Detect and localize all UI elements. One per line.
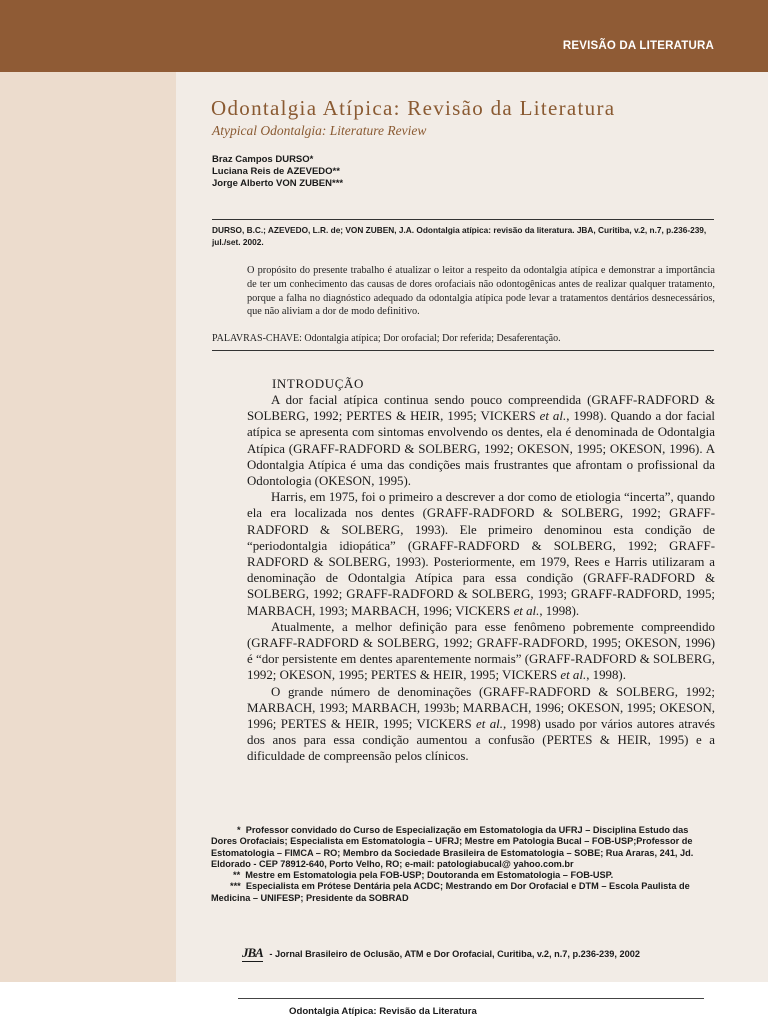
article-subtitle: Atypical Odontalgia: Literature Review bbox=[212, 123, 427, 138]
footnotes bbox=[211, 825, 713, 904]
paragraph: O grande número de denominações (GRAFF-RADFORD & SOLBERG, 1992; MARBACH, 1993; MARBACH, 1993b; MARBACH, 1996; OKESON, 1995; OKESON, 1996; PERTES & HEIR, 1995; VICKERS et al., 1998) usado por vários autores através dos anos para essa condição aumentou a confusão (PERTES & HEIR, 1995) e a dificuldade de compreensão pelos clínicos. bbox=[247, 684, 715, 764]
citation-top-rule bbox=[212, 219, 714, 220]
paragraph: A dor facial atípica continua sendo pouco compreendida (GRAFF-RADFORD & SOLBERG, 1992; PERTES & HEIR, 1995; VICKERS et al., 1998). Quando a dor facial atípica se apresenta com sintomas envolvendo os dentes, ela é denominada de Odontalgia Atípica (GRAFF-RADFORD & SOLBERG, 1992; OKESON, 1995; OKESON, 1996). A Odontalgia Atípica é uma das condições mais frustrantes que afrontam o profissional da Odontologia (OKESON, 1995). bbox=[247, 393, 715, 489]
author-name: Braz Campos DURSO* bbox=[212, 154, 314, 165]
section-heading-introduction: INTRODUÇÃO bbox=[272, 376, 364, 391]
header-band bbox=[0, 0, 768, 72]
abstract: O propósito do presente trabalho é atualizar o leitor a respeito da odontalgia atípica e demonstrar a importância de ter um conhecimento das causas de dores orofaciais não odontogênicas antes de realizar qualquer tratamento, porque a falha no diagnóstico adequado da odontalgia atípica pode levar a tratamentos dentários desnecessários, que não aliviam a dor de modo definitivo. bbox=[247, 265, 715, 318]
jba-logo: JBA bbox=[242, 945, 263, 960]
paragraph: Atualmente, a melhor definição para esse fenômeno pobremente compreendido (GRAFF-RADFORD & SOLBERG, 1992; GRAFF-RADFORD, 1995; OKESON, 1996) é “dor persistente em dentes aparentemente normais” (GRAFF-RADFORD & SOLBERG, 1992; OKESON, 1995; PERTES & HEIR, 1995; VICKERS et al., 1998). bbox=[247, 619, 715, 683]
footer-running-title: Odontalgia Atípica: Revisão da Literatura bbox=[289, 1006, 477, 1017]
paragraph: Harris, em 1975, foi o primeiro a descrever a dor como de etiologia “incerta”, quando ela era localizada nos dentes (GRAFF-RADFORD & SOLBERG, 1992; GRAFF-RADFORD & SOLBERG, 1993). Ele primeiro denominou esta condição de “periodontalgia idiopática” (GRAFF-RADFORD & SOLBERG, 1992; GRAFF-RADFORD & SOLBERG, 1993). Posteriormente, em 1979, Rees e Harris utilizaram a denominação de Odontalgia Atípica para essa condição (GRAFF-RADFORD & SOLBERG, 1992; GRAFF-RADFORD & SOLBERG, 1993; GRAFF-RADFORD, 1995; MARBACH, 1993; MARBACH, 1996; VICKERS et al., 1998). bbox=[247, 490, 715, 618]
body-text bbox=[247, 392, 715, 765]
section-label: REVISÃO DA LITERATURA bbox=[562, 40, 714, 52]
author-name: Jorge Alberto VON ZUBEN*** bbox=[212, 178, 344, 189]
author-list bbox=[212, 154, 343, 190]
citation: DURSO, B.C.; AZEVEDO, L.R. de; VON ZUBEN, J.A. Odontalgia atípica: revisão da literatura. JBA, Curitiba, v.2, n.7, p.236-239, jul./set. 2002. bbox=[212, 225, 707, 247]
footnote: ** Mestre em Estomatologia pela FOB-USP; Doutoranda em Estomatologia – FOB-USP. bbox=[233, 870, 614, 881]
footnote: * Professor convidado do Curso de Especialização em Estomatologia da UFRJ – Disciplina Estudo das Dores Orofaciais; Especialista em Estomatologia – UFRJ; Mestre em Patologia Bucal – FOB-USP;Professor de Estomatologia – FIMCA – RO; Membro da Sociedade Brasileira de Estomatologia – SOBE; Rua Araras, 241, Jd. Eldorado - CEP 78912-640, Porto Velho, RO; e-mail: patologiabucal@ yahoo.com.br bbox=[211, 825, 694, 869]
keywords: PALAVRAS-CHAVE: Odontalgia atípica; Dor orofacial; Dor referida; Desaferentação. bbox=[212, 333, 561, 344]
author-name: Luciana Reis de AZEVEDO** bbox=[212, 166, 340, 177]
side-band bbox=[0, 72, 176, 982]
journal-reference-text: - Jornal Brasileiro de Oclusão, ATM e Dor Orofacial, Curitiba, v.2, n.7, p.236-239, 2002 bbox=[269, 949, 640, 959]
footnote: *** Especialista em Prótese Dentária pela ACDC; Mestrando em Dor Orofacial e DTM – Escola Paulista de Medicina – UNIFESP; Presidente da SOBRAD bbox=[211, 881, 690, 903]
article-title: Odontalgia Atípica: Revisão da Literatura bbox=[211, 96, 616, 120]
keywords-bottom-rule bbox=[212, 350, 714, 351]
footer-rule bbox=[238, 998, 704, 999]
journal-reference bbox=[242, 945, 640, 962]
